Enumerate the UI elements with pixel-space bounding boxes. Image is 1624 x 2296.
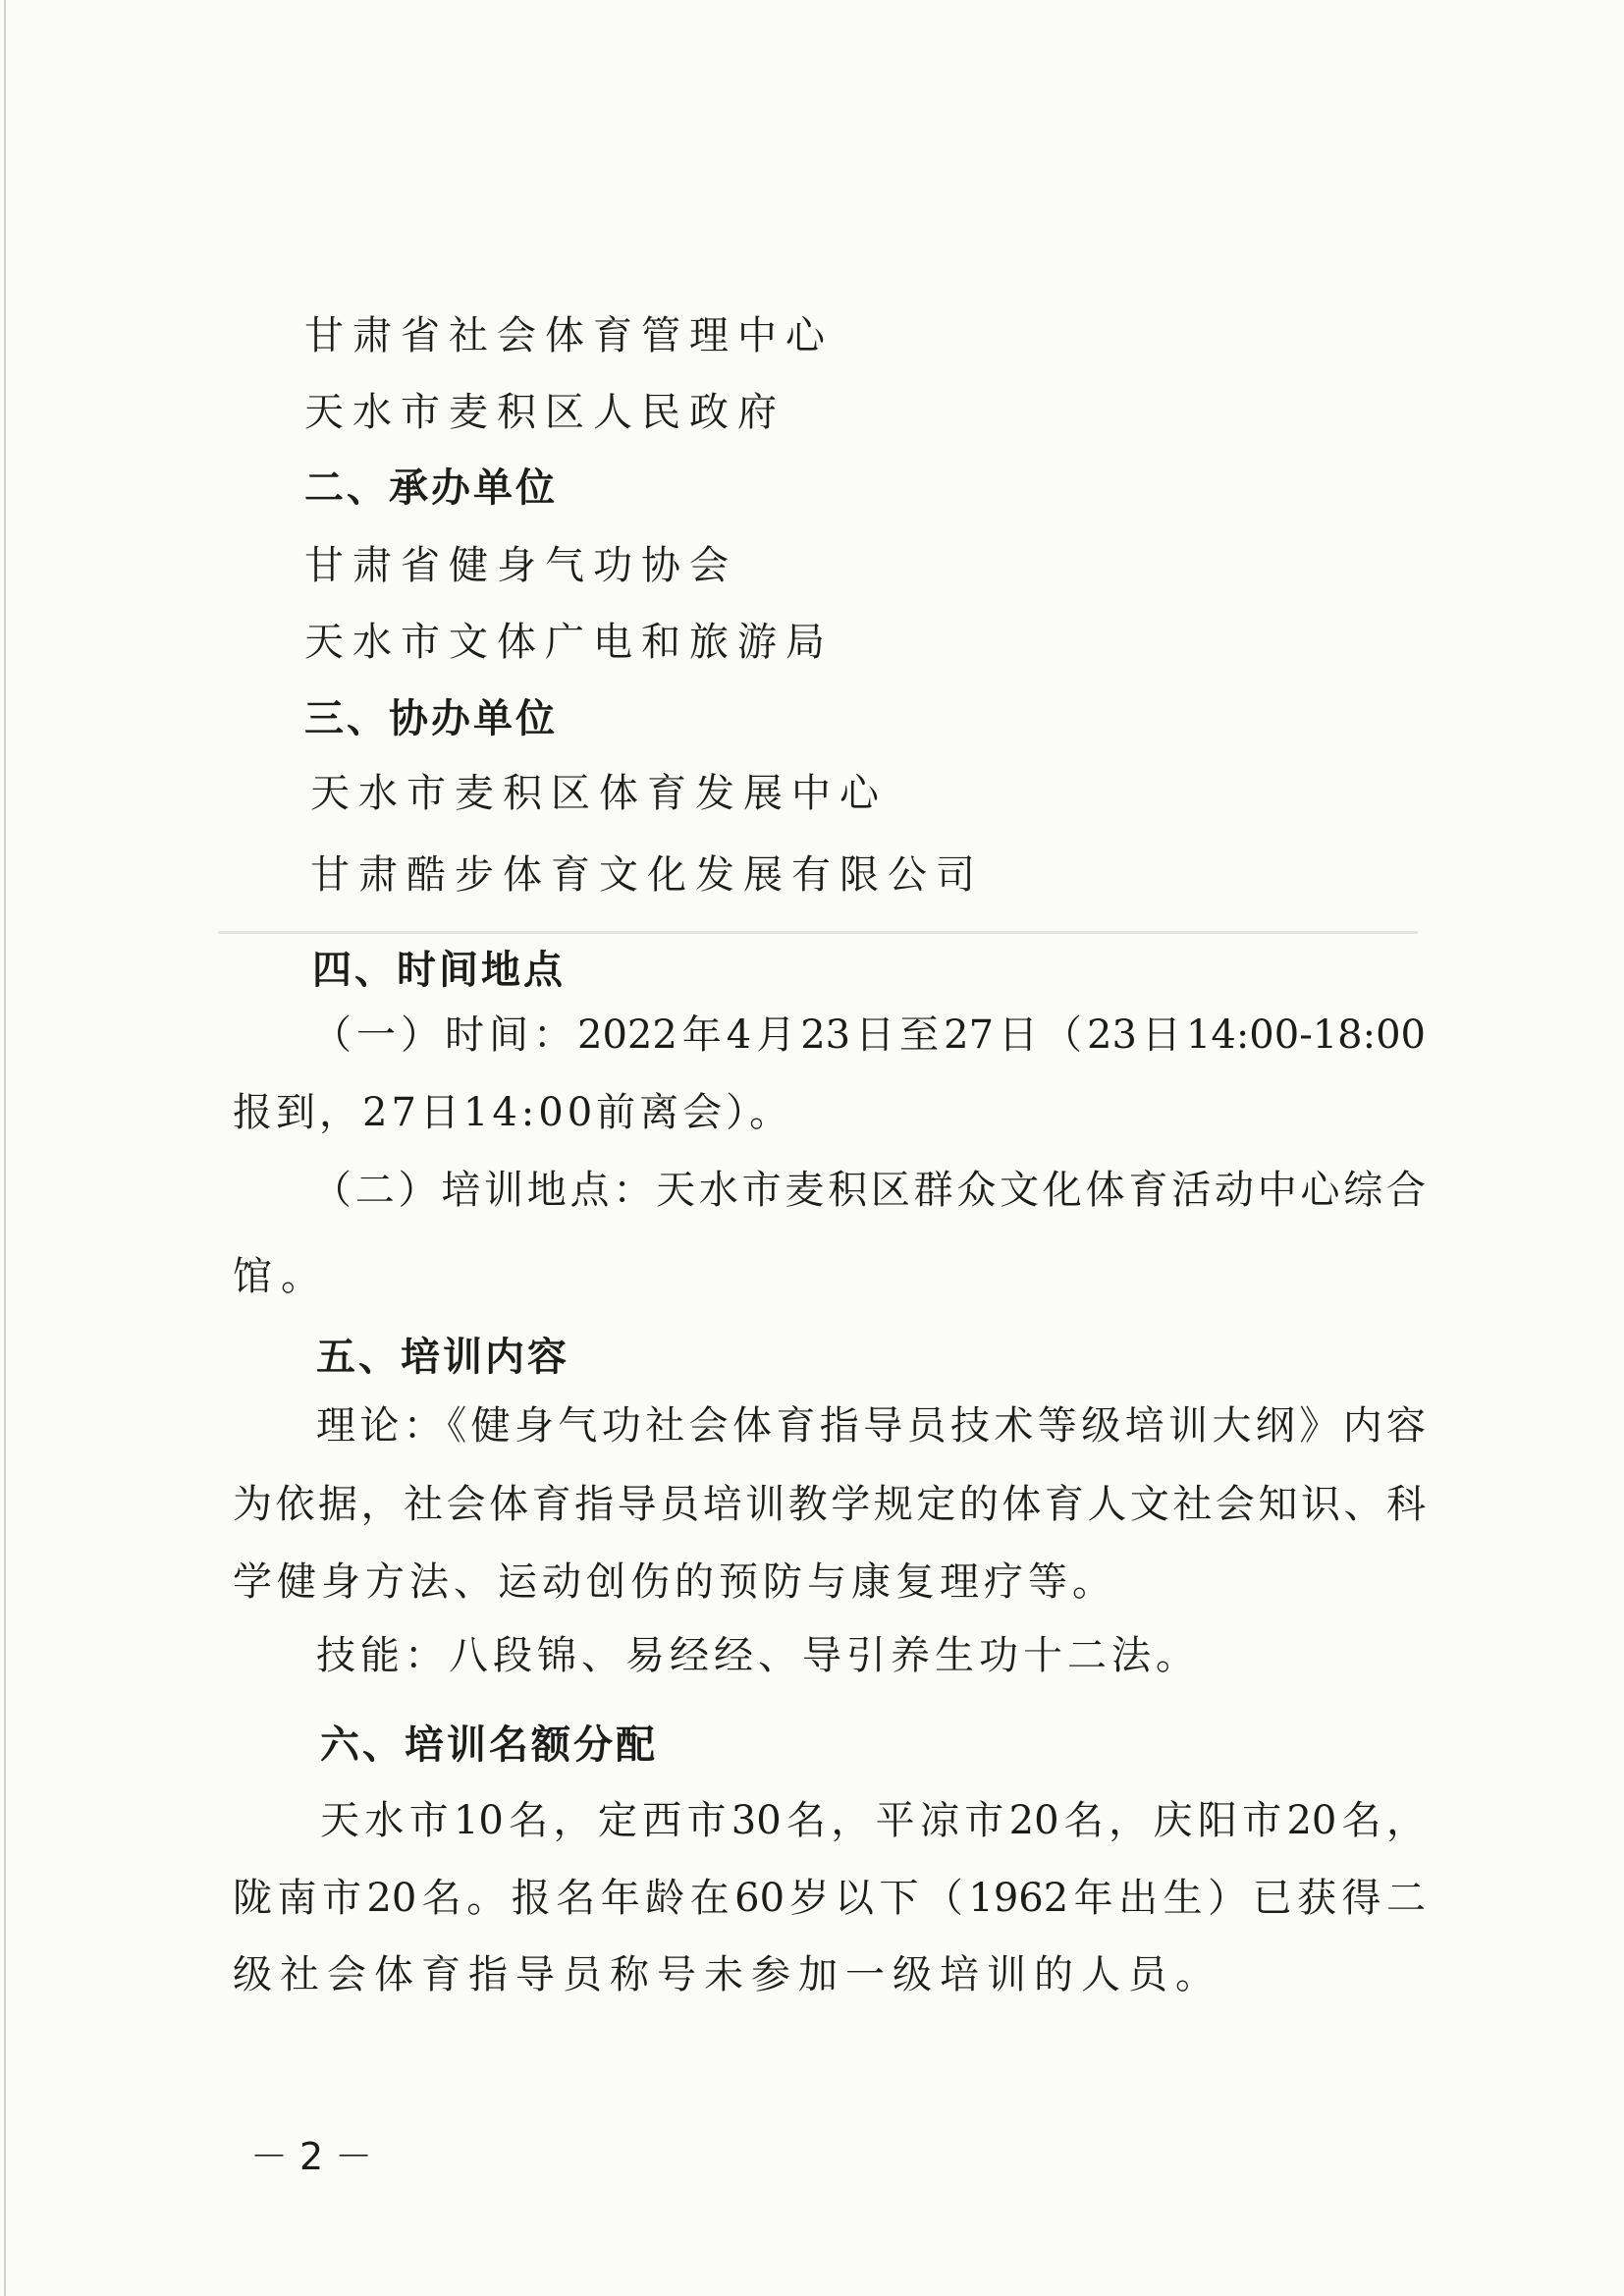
skills-line: 技能：八段锦、易经经、导引养生功十二法。: [316, 1633, 1200, 1678]
scan-edge: [4, 0, 6, 2296]
co-organizer-line-1: 天水市麦积区体育发展中心: [310, 771, 888, 816]
time-line-2: 报到，27日14:00前离会）。: [233, 1090, 793, 1135]
time-place-heading: 四、时间地点: [312, 948, 566, 993]
sponsor-line-1: 甘肃省社会体育管理中心: [304, 313, 834, 358]
quota-line-3: 级社会体育指导员称号未参加一级培训的人员。: [233, 1952, 1222, 1997]
co-organizer-line-2: 甘肃酷步体育文化发展有限公司: [310, 852, 984, 898]
theory-line-2: 为依据，社会体育指导员培训教学规定的体育人文社会知识、科: [233, 1482, 1426, 1527]
theory-line-3: 学健身方法、运动创伤的预防与康复理疗等。: [233, 1559, 1116, 1605]
quota-heading: 六、培训名额分配: [320, 1722, 658, 1768]
page-number: －2－: [250, 2135, 385, 2178]
time-line-1: （一）时间：2022年4月23日至27日（23日14:00-18:00: [312, 1012, 1426, 1058]
quota-line-1: 天水市10名，定西市30名，平凉市20名，庆阳市20名，: [320, 1798, 1426, 1843]
organizer-heading: 二、承办单位: [304, 465, 558, 511]
theory-line-1: 理论：《健身气功社会体育指导员技术等级培训大纲》内容: [316, 1403, 1426, 1449]
place-line-1: （二）培训地点：天水市麦积区群众文化体育活动中心综合: [312, 1168, 1426, 1213]
organizer-line-2: 天水市文体广电和旅游局: [304, 620, 834, 665]
bleed-through-rule: [218, 931, 1418, 934]
organizer-line-1: 甘肃省健身气功协会: [304, 543, 737, 588]
content-heading: 五、培训内容: [316, 1335, 569, 1380]
sponsor-line-2: 天水市麦积区人民政府: [304, 390, 785, 435]
quota-line-2: 陇南市20名。报名年龄在60岁以下（1962年出生）已获得二: [233, 1876, 1426, 1921]
place-line-2: 馆。: [233, 1254, 329, 1299]
co-organizer-heading: 三、协办单位: [304, 696, 558, 741]
